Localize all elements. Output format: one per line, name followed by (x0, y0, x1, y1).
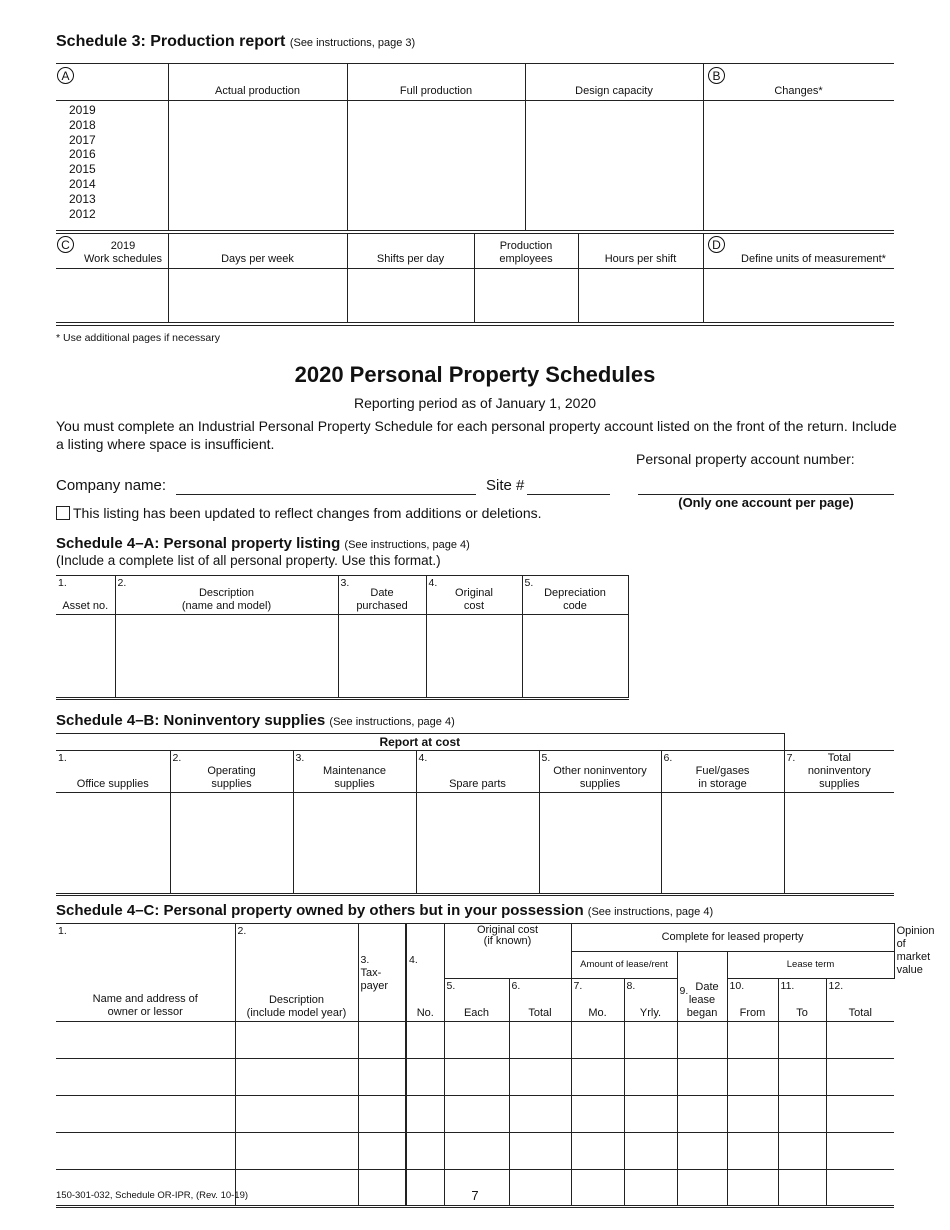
year-2017: 2017 (69, 132, 96, 147)
s4c-row[interactable] (56, 1133, 894, 1170)
site-field[interactable] (527, 494, 610, 495)
s4b-col-other-noninventory: 5. Other noninventory supplies (539, 751, 661, 793)
circle-c-marker: C (57, 236, 74, 253)
s4b-cell-1[interactable] (56, 793, 170, 895)
col-shifts-per-day: Shifts per day (376, 253, 445, 265)
page-number: 7 (471, 1188, 479, 1203)
s4b-col-office-supplies: 1. Office supplies (56, 751, 170, 793)
year-2018: 2018 (69, 117, 96, 132)
company-label: Company name: (56, 477, 167, 494)
s4c-col-date-lease-began: 9. Date lease began (677, 979, 727, 1022)
col-days-per-week: Days per week (221, 253, 294, 265)
schedule-4c-title: Schedule 4–C: Personal property owned by others but in your possession (See instructions, page 4) (56, 902, 714, 919)
s4b-col-spare-parts: 4. Spare parts (416, 751, 539, 793)
schedule-3-title: Schedule 3: Production report (See instructions, page 3) (56, 33, 416, 50)
s4c-col-taxpayer: 3. Tax-payer (358, 924, 406, 1022)
col-design-capacity: Design capacity (575, 85, 653, 97)
s4a-cell-description[interactable] (115, 615, 338, 699)
s4b-col-operating-supplies: 2. Operating supplies (170, 751, 293, 793)
s4c-original-cost-header: Original cost (if known) (444, 924, 571, 979)
s4c-col-description: 2. Description (include model year) (235, 924, 358, 1022)
s4c-col-yearly: 8. Yrly. (624, 979, 677, 1022)
s4c-col-total-cost: 6. Total (509, 979, 571, 1022)
circle-d-marker: D (708, 236, 725, 253)
footnote: * Use additional pages if necessary (56, 332, 221, 344)
year-2015: 2015 (69, 162, 96, 177)
s4b-cell-5[interactable] (539, 793, 661, 895)
year-list (69, 103, 96, 221)
year-2019: 2019 (69, 103, 96, 117)
s4a-col-original-cost: 4. Original cost (426, 576, 522, 615)
col-actual-production: Actual production (215, 85, 300, 97)
page-subtitle: Reporting period as of January 1, 2020 (353, 395, 597, 411)
s4b-cell-6[interactable] (661, 793, 784, 895)
schedule-4a-title: Schedule 4–A: Personal property listing (See instructions, page 4) (56, 535, 470, 552)
s4a-cell-asset-no[interactable] (56, 615, 115, 699)
schedule-4b-title: Schedule 4–B: Noninventory supplies (See instructions, page 4) (56, 712, 455, 729)
updated-checkbox-row (56, 505, 542, 521)
s4b-col-fuel-gases: 6. Fuel/gases in storage (661, 751, 784, 793)
s4c-col-number: 4. No. (406, 924, 444, 1022)
schedule-4a-table (56, 575, 629, 700)
report-at-cost: Report at cost (56, 734, 784, 751)
schedule-4c-table: 1. Name and address of owner or lessor 2. Description (include model year) 3. Tax-payer 4. No. Original cost (if known) Complete for leased property Opinion of market value Amount of lease/rent Lease term 5. Each 6. Total 7. Mo. 8. Yrly. 9. Date lease began 10. From 11. To 12. Total (56, 923, 894, 1208)
s4c-amount-lease-header: Amount of lease/rent (571, 951, 677, 979)
s4c-leased-header: Complete for leased property (571, 924, 894, 952)
updated-checkbox[interactable] (56, 506, 70, 520)
s4a-col-asset-no: 1. Asset no. (56, 576, 115, 615)
s4b-cell-7[interactable] (784, 793, 894, 895)
s4a-col-depreciation-code: 5. Depreciation code (522, 576, 628, 615)
s4c-row[interactable] (56, 1059, 894, 1096)
s4c-row[interactable] (56, 1022, 894, 1059)
s4b-col-maintenance-supplies: 3. Maintenance supplies (293, 751, 416, 793)
s4c-col-monthly: 7. Mo. (571, 979, 624, 1022)
s4b-cell-3[interactable] (293, 793, 416, 895)
s4c-lease-term-header: Lease term (727, 951, 894, 979)
s4c-row[interactable] (56, 1096, 894, 1133)
col-production-employees (474, 240, 578, 266)
year-2016: 2016 (69, 147, 96, 162)
year-2014: 2014 (69, 176, 96, 191)
year-2012: 2012 (69, 206, 96, 221)
col-define-units: Define units of measurement* (741, 253, 886, 265)
s4a-cell-date[interactable] (338, 615, 426, 699)
year-2013: 2013 (69, 191, 96, 206)
s4c-col-each: 5. Each (444, 979, 509, 1022)
s4c-col-from: 10. From (727, 979, 778, 1022)
ws-label: Work schedules (83, 253, 163, 265)
col-production-line1: Production (499, 240, 553, 252)
s4c-col-to: 11. To (778, 979, 826, 1022)
account-label: Personal property account number: (636, 451, 855, 467)
s4a-cell-depreciation[interactable] (522, 615, 628, 699)
col-hours-per-shift: Hours per shift (604, 253, 677, 265)
s4c-col-owner: 1. Name and address of owner or lessor (56, 924, 235, 1022)
one-account-note: (Only one account per page) (678, 495, 854, 510)
s4a-col-date-purchased: 3. Date purchased (338, 576, 426, 615)
col-changes: Changes* (774, 85, 823, 97)
s4a-cell-cost[interactable] (426, 615, 522, 699)
schedule-4b-table (56, 733, 894, 896)
form-id: 150-301-032, Schedule OR-IPR, (Rev. 10-19) (56, 1190, 249, 1201)
col-full-production: Full production (399, 85, 473, 97)
s4c-col-market-total: 12. Total (826, 979, 894, 1022)
ws-year: 2019 (110, 240, 136, 252)
company-name-field[interactable] (176, 494, 476, 495)
s4b-cell-2[interactable] (170, 793, 293, 895)
instructions: You must complete an Industrial Personal Property Schedule for each personal property account listed on the front of the return. Include a listing where space is insufficient. (56, 418, 897, 452)
circle-a-marker: A (57, 67, 74, 84)
col-production-line2: employees (499, 253, 553, 265)
circle-b-marker: B (708, 67, 725, 84)
page-title: 2020 Personal Property Schedules (294, 362, 656, 387)
updated-checkbox-label: This listing has been updated to reflect changes from additions or deletions. (73, 505, 542, 521)
s4b-cell-4[interactable] (416, 793, 539, 895)
site-label: Site # (486, 477, 525, 494)
schedule-4a-subnote: (Include a complete list of all personal property. Use this format.) (56, 553, 441, 568)
s4a-col-description: 2. Description (name and model) (115, 576, 338, 615)
s4b-col-total-noninventory: 7. Total noninventory supplies (784, 751, 894, 793)
